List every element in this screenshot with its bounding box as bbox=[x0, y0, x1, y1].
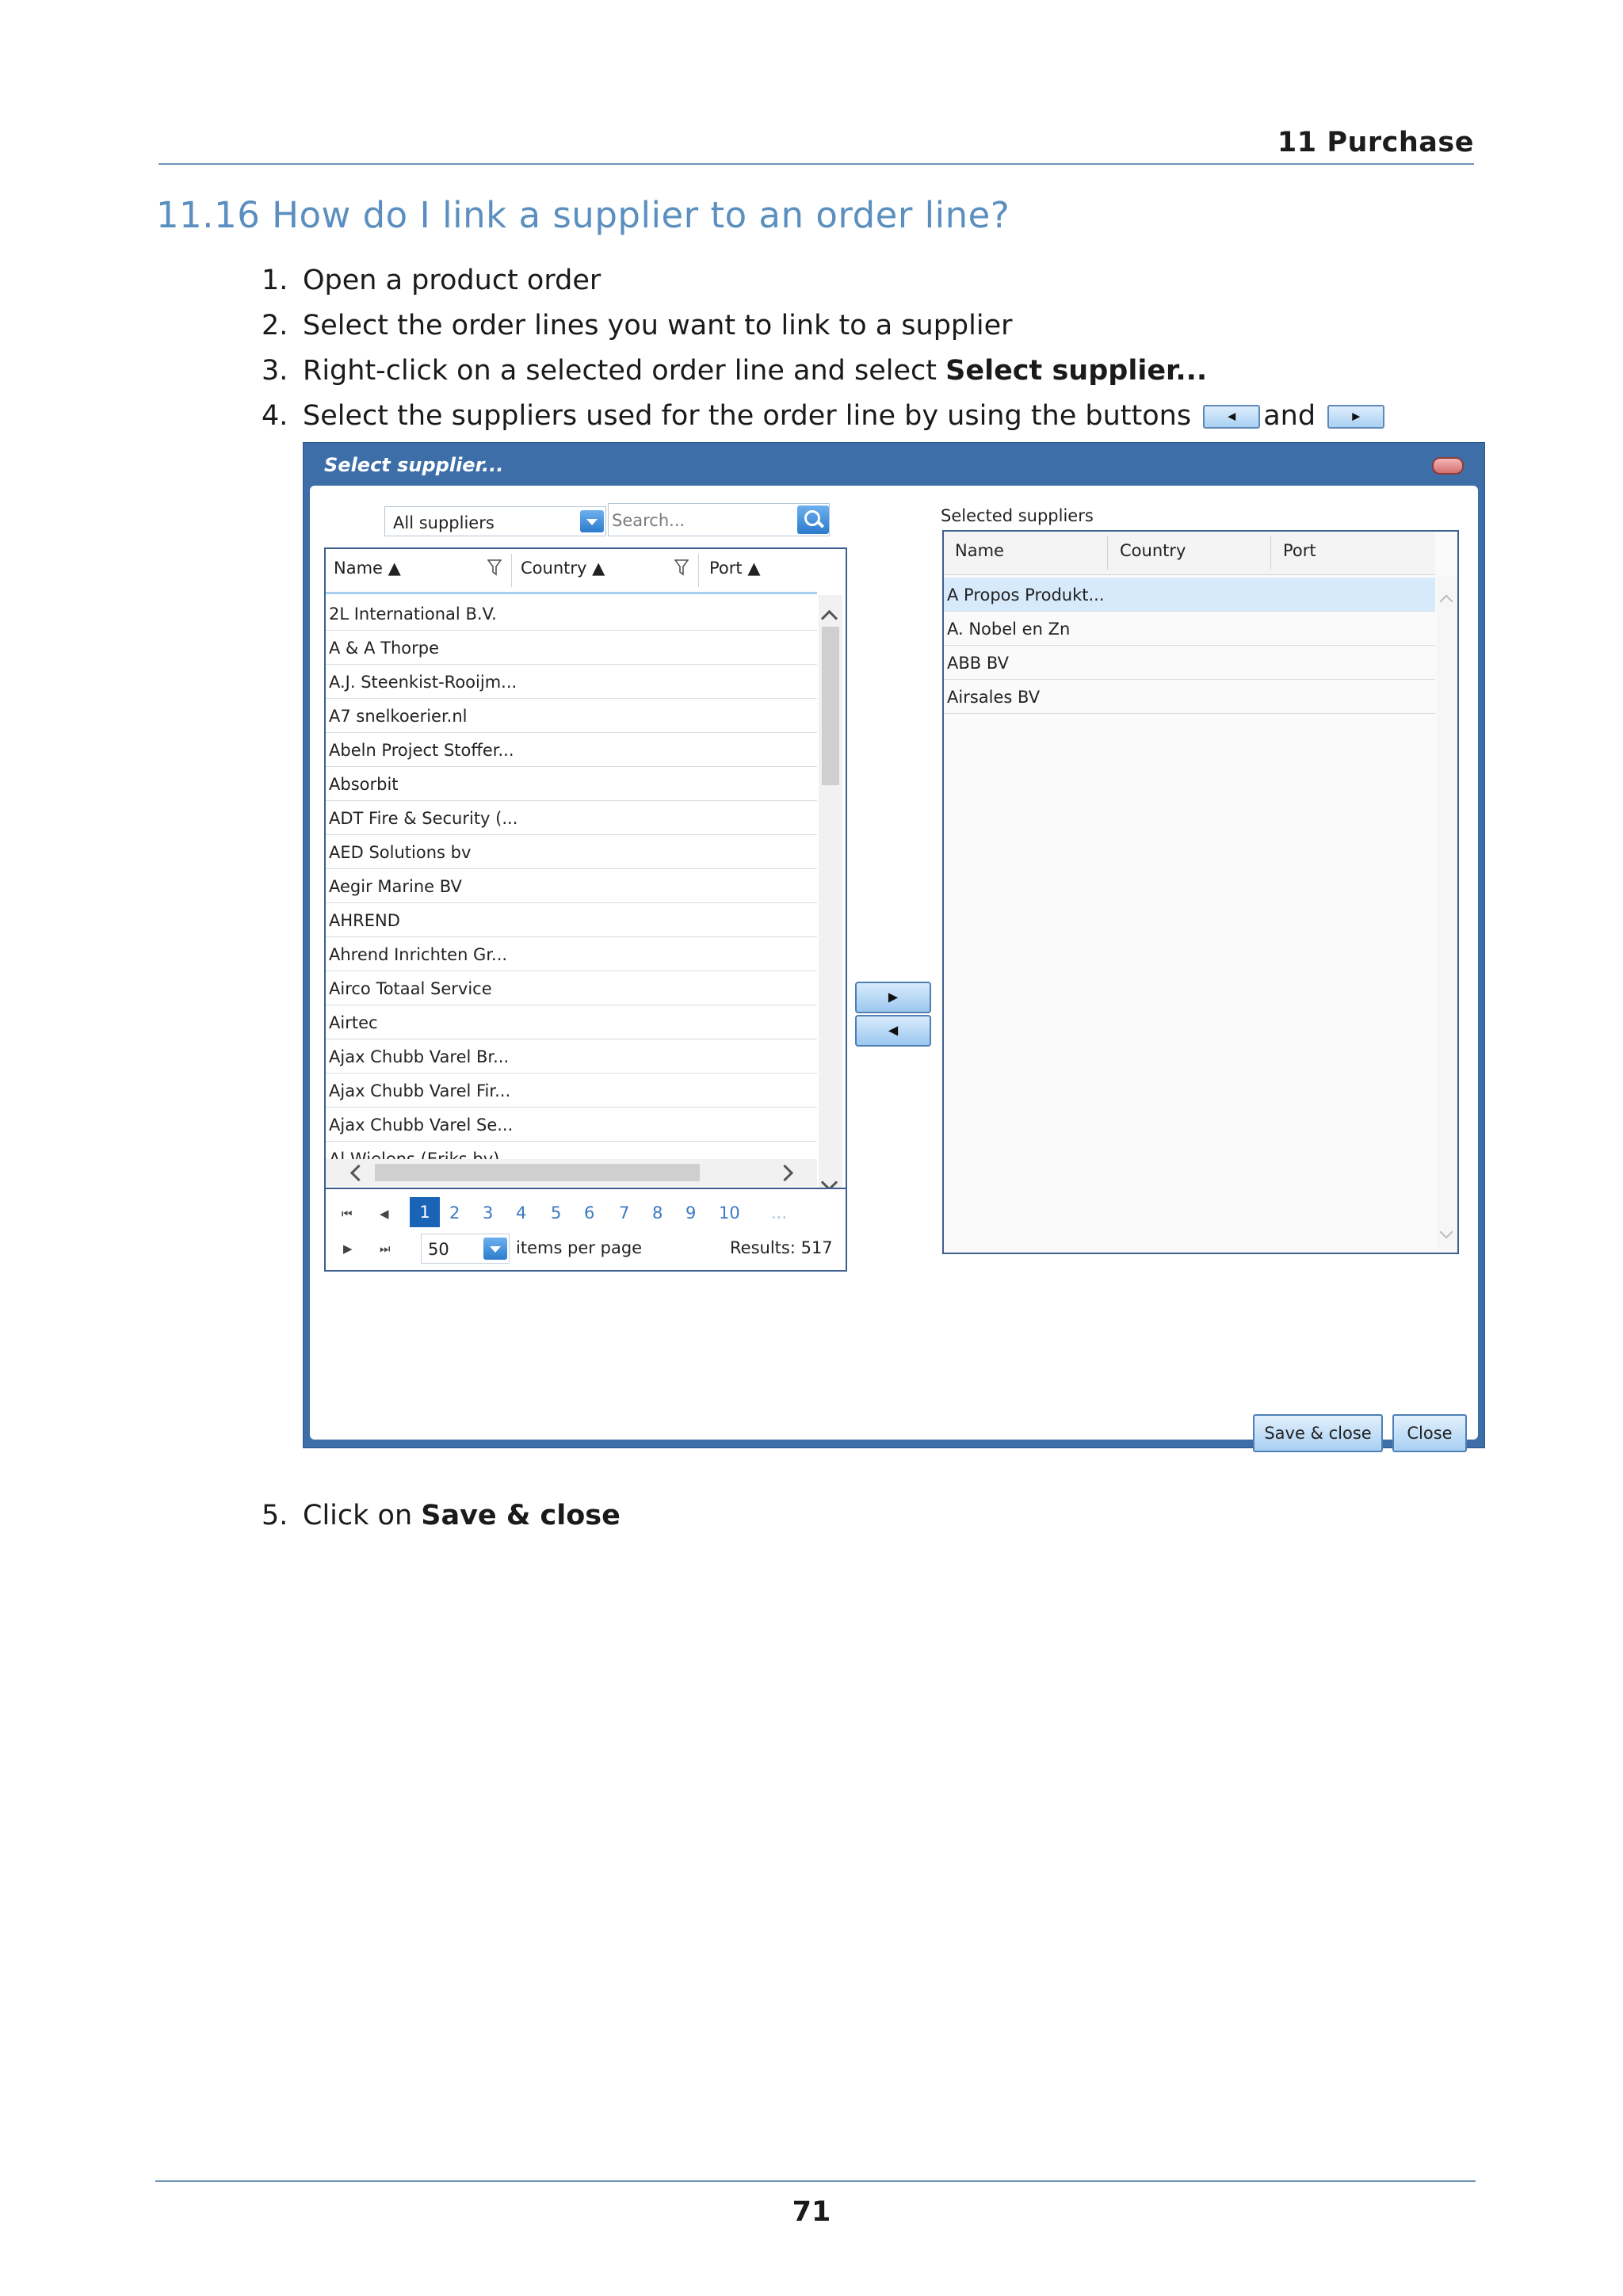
save-close-button[interactable]: Save & close bbox=[1253, 1414, 1383, 1452]
table-row[interactable] bbox=[326, 631, 817, 665]
dialog-title: Select supplier... bbox=[324, 454, 504, 476]
supplier-name: A.J. Steenkist-Rooijm... bbox=[329, 673, 517, 692]
chevron-right-icon[interactable] bbox=[777, 1165, 793, 1181]
table-row[interactable] bbox=[326, 801, 817, 835]
vertical-scrollbar[interactable] bbox=[819, 595, 842, 1189]
supplier-name: Abeln Project Stoffer... bbox=[329, 741, 514, 760]
table-row[interactable] bbox=[326, 1039, 817, 1074]
add-supplier-button[interactable] bbox=[855, 982, 931, 1013]
table-row[interactable] bbox=[944, 612, 1435, 646]
footer-rule bbox=[155, 2180, 1476, 2182]
filter-icon[interactable] bbox=[487, 559, 502, 576]
results-count: Results: 517 bbox=[730, 1238, 833, 1257]
selected-suppliers-label: Selected suppliers bbox=[941, 506, 1094, 525]
chevron-up-icon[interactable] bbox=[1440, 595, 1453, 608]
horizontal-scrollbar[interactable] bbox=[326, 1159, 817, 1186]
grid-header bbox=[944, 532, 1435, 575]
column-header-port[interactable]: Port ▲ bbox=[709, 559, 761, 578]
supplier-name: A Propos Produkt... bbox=[947, 585, 1105, 605]
arrow-right-icon: ▶ bbox=[888, 989, 899, 1005]
supplier-name: ADT Fire & Security (... bbox=[329, 809, 518, 828]
supplier-name: 2L International B.V. bbox=[329, 605, 497, 624]
supplier-name: Absorbit bbox=[329, 775, 399, 794]
table-row[interactable] bbox=[326, 1108, 817, 1142]
page-3[interactable]: 3 bbox=[483, 1203, 494, 1222]
supplier-name: AHREND bbox=[329, 911, 400, 930]
table-row[interactable] bbox=[326, 597, 817, 631]
chevron-down-icon[interactable] bbox=[483, 1238, 507, 1260]
chapter-title: 11 Purchase bbox=[1277, 127, 1474, 158]
supplier-name: A. Nobel en Zn bbox=[947, 620, 1071, 639]
column-header-port[interactable]: Port bbox=[1283, 541, 1316, 560]
chevron-up-icon[interactable] bbox=[821, 610, 838, 627]
table-row[interactable] bbox=[326, 733, 817, 767]
table-row[interactable] bbox=[326, 1005, 817, 1039]
table-row[interactable] bbox=[944, 680, 1435, 714]
supplier-name: Airco Totaal Service bbox=[329, 979, 492, 998]
supplier-filter-select[interactable]: All suppliers bbox=[384, 506, 606, 536]
pager bbox=[326, 1188, 846, 1272]
page-...[interactable]: ... bbox=[771, 1203, 788, 1222]
supplier-name: A7 snelkoerier.nl bbox=[329, 707, 468, 726]
next-page-icon[interactable]: ▶ bbox=[343, 1241, 353, 1256]
page-7[interactable]: 7 bbox=[619, 1203, 630, 1222]
supplier-name: Ajax Chubb Varel Se... bbox=[329, 1116, 514, 1135]
table-row[interactable] bbox=[326, 971, 817, 1005]
available-suppliers-grid bbox=[324, 547, 847, 1272]
table-row[interactable] bbox=[326, 1074, 817, 1108]
page-2[interactable]: 2 bbox=[449, 1203, 460, 1222]
supplier-name: Airsales BV bbox=[947, 688, 1041, 707]
page-5[interactable]: 5 bbox=[551, 1203, 562, 1222]
supplier-name: Ahrend Inrichten Gr... bbox=[329, 945, 508, 964]
page-1[interactable]: 1 bbox=[410, 1197, 440, 1227]
table-row[interactable] bbox=[326, 937, 817, 971]
select-supplier-dialog bbox=[303, 442, 1485, 1448]
table-row[interactable] bbox=[326, 835, 817, 869]
page-9[interactable]: 9 bbox=[685, 1203, 697, 1222]
column-header-name[interactable]: Name bbox=[955, 541, 1004, 560]
filter-icon[interactable] bbox=[674, 559, 689, 576]
page-number: 71 bbox=[792, 2196, 831, 2228]
search-button[interactable] bbox=[797, 505, 829, 534]
table-row[interactable] bbox=[944, 578, 1435, 612]
table-row[interactable] bbox=[326, 869, 817, 903]
vertical-scrollbar[interactable] bbox=[1437, 576, 1457, 1249]
dialog-body bbox=[310, 486, 1478, 1443]
supplier-name: Airtec bbox=[329, 1013, 378, 1032]
column-header-country[interactable]: Country bbox=[1120, 541, 1186, 560]
search-input[interactable]: Search... bbox=[608, 503, 830, 536]
chevron-down-icon[interactable] bbox=[580, 510, 604, 532]
chevron-down-icon[interactable] bbox=[1440, 1226, 1453, 1239]
page-10[interactable]: 10 bbox=[719, 1203, 740, 1222]
supplier-name: ABB BV bbox=[947, 654, 1009, 673]
column-header-name[interactable]: Name ▲ bbox=[334, 559, 401, 578]
supplier-name: A & A Thorpe bbox=[329, 639, 440, 658]
close-icon[interactable] bbox=[1432, 457, 1464, 475]
move-left-button-inline bbox=[1203, 405, 1260, 429]
first-page-icon[interactable]: ⏮ bbox=[342, 1207, 353, 1221]
grid-header bbox=[326, 549, 817, 594]
arrow-left-icon: ◀ bbox=[888, 1022, 899, 1038]
items-per-page-label: items per page bbox=[516, 1238, 643, 1257]
table-row[interactable] bbox=[944, 646, 1435, 680]
arrow-left-icon: ◀ bbox=[1228, 410, 1236, 423]
table-row[interactable] bbox=[326, 767, 817, 801]
table-row[interactable] bbox=[326, 665, 817, 699]
supplier-name: Ajax Chubb Varel Br... bbox=[329, 1047, 510, 1066]
page-6[interactable]: 6 bbox=[584, 1203, 595, 1222]
section-title: 11.16 How do I link a supplier to an order line? bbox=[156, 194, 1010, 236]
column-header-country[interactable]: Country ▲ bbox=[521, 559, 605, 578]
previous-page-icon[interactable]: ◀ bbox=[380, 1207, 389, 1221]
supplier-name: Ajax Chubb Varel Fir... bbox=[329, 1081, 511, 1100]
page-4[interactable]: 4 bbox=[516, 1203, 527, 1222]
table-row[interactable] bbox=[326, 903, 817, 937]
selected-suppliers-grid bbox=[942, 530, 1459, 1254]
remove-supplier-button[interactable] bbox=[855, 1015, 931, 1047]
chevron-left-icon[interactable] bbox=[350, 1165, 367, 1181]
running-header bbox=[158, 127, 1474, 165]
page-size-select[interactable]: 50 bbox=[421, 1234, 510, 1264]
last-page-icon[interactable]: ⏭ bbox=[380, 1241, 391, 1256]
table-row[interactable] bbox=[326, 699, 817, 733]
move-right-button-inline bbox=[1327, 405, 1384, 429]
arrow-right-icon: ▶ bbox=[1352, 410, 1361, 423]
supplier-name: AED Solutions bv bbox=[329, 843, 472, 862]
close-button[interactable]: Close bbox=[1392, 1414, 1467, 1452]
supplier-name: Aegir Marine BV bbox=[329, 877, 462, 896]
page-8[interactable]: 8 bbox=[652, 1203, 663, 1222]
